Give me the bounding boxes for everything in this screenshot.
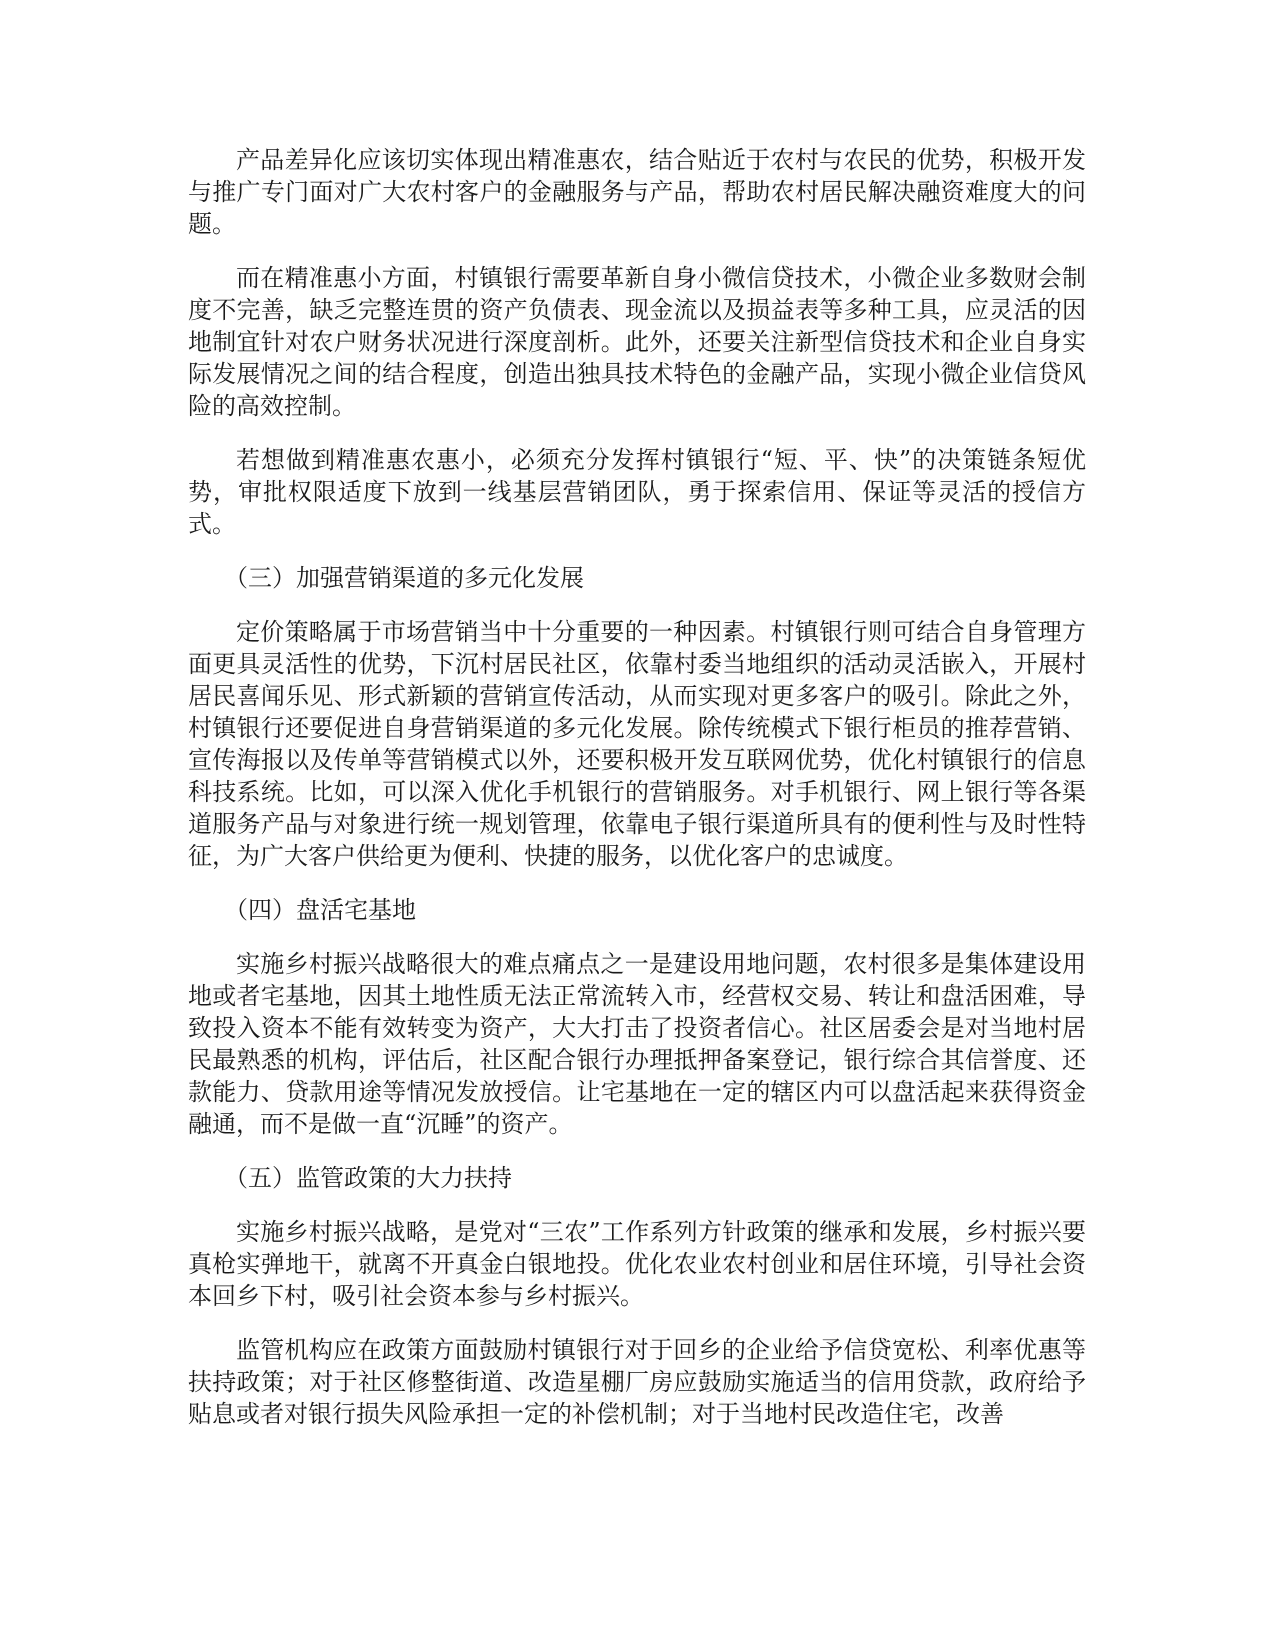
paragraph-pricing-strategy: 定价策略属于市场营销当中十分重要的一种因素。村镇银行则可结合自身管理方面更具灵活性的优势，下沉村居民社区，依靠村委当地组织的活动灵活嵌入，开展村居民喜闻乐见、形式新颖的营销宣传活动，从而实现对更多客户的吸引。除此之外，村镇银行还要促进自身营销渠道的多元化发展。除传统模式下银行柜员的推荐营销、宣传海报以及传单等营销模式以外，还要积极开发互联网优势，优化村镇银行的信息科技系统。比如，可以深入优化手机银行的营销服务。对手机银行、网上银行等各渠道服务产品与对象进行统一规划管理，依靠电子银行渠道所具有的便利性与及时性特征，为广大客户供给更为便利、快捷的服务，以优化客户的忠诚度。: [188, 618, 1086, 870]
paragraph-precise-small-micro: 而在精准惠小方面，村镇银行需要革新自身小微信贷技术，小微企业多数财会制度不完善，缺乏完整连贯的资产负债表、现金流以及损益表等多种工具，应灵活的因地制宜针对农户财务状况进行深度剖析。此外，还要关注新型信贷技术和企业自身实际发展情况之间的结合程度，创造出独具技术特色的金融产品，实现小微企业信贷风险的高效控制。: [188, 264, 1086, 420]
document-page: [188, 144, 1086, 1452]
paragraph-rural-revitalization: 实施乡村振兴战略，是党对“三农”工作系列方针政策的继承和发展，乡村振兴要真枪实弹地干，就离不开真金白银地投。优化农业农村创业和居住环境，引导社会资本回乡下村，吸引社会资本参与乡村振兴。: [188, 1218, 1086, 1310]
section-heading-regulatory-support: （五）监管政策的大力扶持: [224, 1164, 512, 1192]
section-heading-homestead: （四）盘活宅基地: [224, 896, 416, 924]
paragraph-decision-chain: 若想做到精准惠农惠小，必须充分发挥村镇银行“短、平、快”的决策链条短优势，审批权限适度下放到一线基层营销团队，勇于探索信用、保证等灵活的授信方式。: [188, 446, 1086, 538]
paragraph-regulators: 监管机构应在政策方面鼓励村镇银行对于回乡的企业给予信贷宽松、利率优惠等扶持政策；对于社区修整街道、改造星棚厂房应鼓励实施适当的信用贷款，政府给予贴息或者对银行损失风险承担一定的补偿机制；对于当地村民改造住宅，改善: [188, 1336, 1086, 1428]
section-heading-marketing-channels: （三）加强营销渠道的多元化发展: [224, 564, 584, 592]
paragraph-homestead: 实施乡村振兴战略很大的难点痛点之一是建设用地问题，农村很多是集体建设用地或者宅基地，因其土地性质无法正常流转入市，经营权交易、转让和盘活困难，导致投入资本不能有效转变为资产，大大打击了投资者信心。社区居委会是对当地村居民最熟悉的机构，评估后，社区配合银行办理抵押备案登记，银行综合其信誉度、还款能力、贷款用途等情况发放授信。让宅基地在一定的辖区内可以盘活起来获得资金融通，而不是做一直“沉睡”的资产。: [188, 950, 1086, 1138]
paragraph-precise-agri-products: 产品差异化应该切实体现出精准惠农，结合贴近于农村与农民的优势，积极开发与推广专门面对广大农村客户的金融服务与产品，帮助农村居民解决融资难度大的问题。: [188, 146, 1086, 238]
